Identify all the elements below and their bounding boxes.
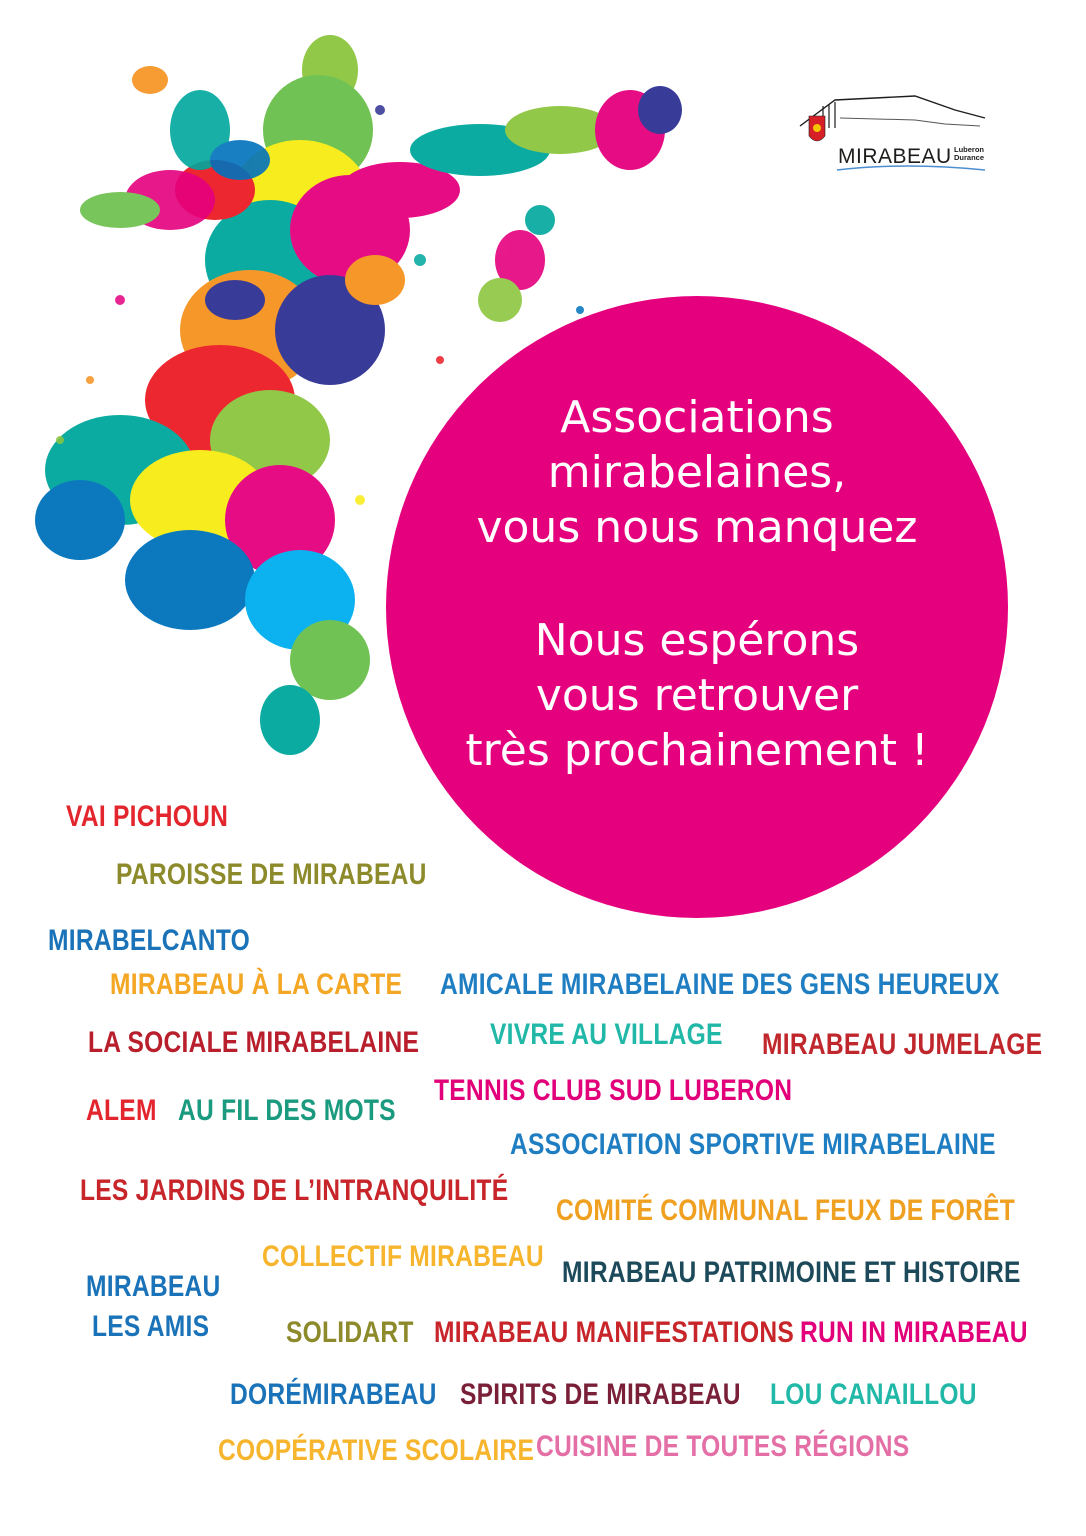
association-name: RUN IN MIRABEAU: [800, 1316, 1028, 1349]
association-name: LOU CANAILLOU: [770, 1378, 977, 1411]
association-name: MIRABEAU MANIFESTATIONS: [434, 1316, 795, 1349]
association-name: MIRABEAU: [86, 1270, 221, 1303]
association-name: VAI PICHOUN: [66, 800, 229, 833]
association-name: SPIRITS DE MIRABEAU: [460, 1378, 741, 1411]
logo-sub-durance: Durance: [954, 153, 985, 162]
association-name: MIRABEAU JUMELAGE: [762, 1028, 1043, 1061]
message-line: mirabelaines,: [547, 447, 847, 498]
association-name: MIRABEAU À LA CARTE: [110, 968, 403, 1001]
association-name: MIRABEAU PATRIMOINE ET HISTOIRE: [562, 1256, 1021, 1289]
association-name: PAROISSE DE MIRABEAU: [116, 858, 427, 891]
association-name: CUISINE DE TOUTES RÉGIONS: [536, 1430, 910, 1463]
association-name: DORÉMIRABEAU: [230, 1378, 437, 1411]
logo-sub-luberon: Luberon: [954, 145, 984, 154]
association-name: COMITÉ COMMUNAL FEUX DE FORÊT: [556, 1194, 1016, 1227]
association-name: COOPÉRATIVE SCOLAIRE: [218, 1434, 535, 1467]
message-line: vous nous manquez: [476, 502, 918, 553]
association-name: AU FIL DES MOTS: [178, 1094, 396, 1127]
association-name: MIRABELCANTO: [48, 924, 251, 957]
message-miss-you: [386, 390, 1008, 555]
association-name: SOLIDART: [286, 1316, 414, 1349]
association-name: TENNIS CLUB SUD LUBERON: [434, 1074, 793, 1107]
logo-subtitle: [954, 146, 984, 162]
association-name: COLLECTIF MIRABEAU: [262, 1240, 544, 1273]
association-name: LA SOCIALE MIRABELAINE: [88, 1026, 420, 1059]
association-name: LES AMIS: [92, 1310, 210, 1343]
association-name: ASSOCIATION SPORTIVE MIRABELAINE: [510, 1128, 996, 1161]
message-hope-to-see: [386, 613, 1008, 778]
message-line: très prochainement !: [465, 725, 929, 776]
message-line: Nous espérons: [534, 615, 860, 666]
message-line: Associations: [560, 392, 834, 443]
association-name: ALEM: [86, 1094, 157, 1127]
message-line: vous retrouver: [535, 670, 859, 721]
association-name: LES JARDINS DE L’INTRANQUILITÉ: [80, 1174, 509, 1207]
association-name: AMICALE MIRABELAINE DES GENS HEUREUX: [440, 968, 1000, 1001]
association-name: VIVRE AU VILLAGE: [490, 1018, 723, 1051]
logo-wordmark: MIRABEAU: [838, 145, 952, 168]
